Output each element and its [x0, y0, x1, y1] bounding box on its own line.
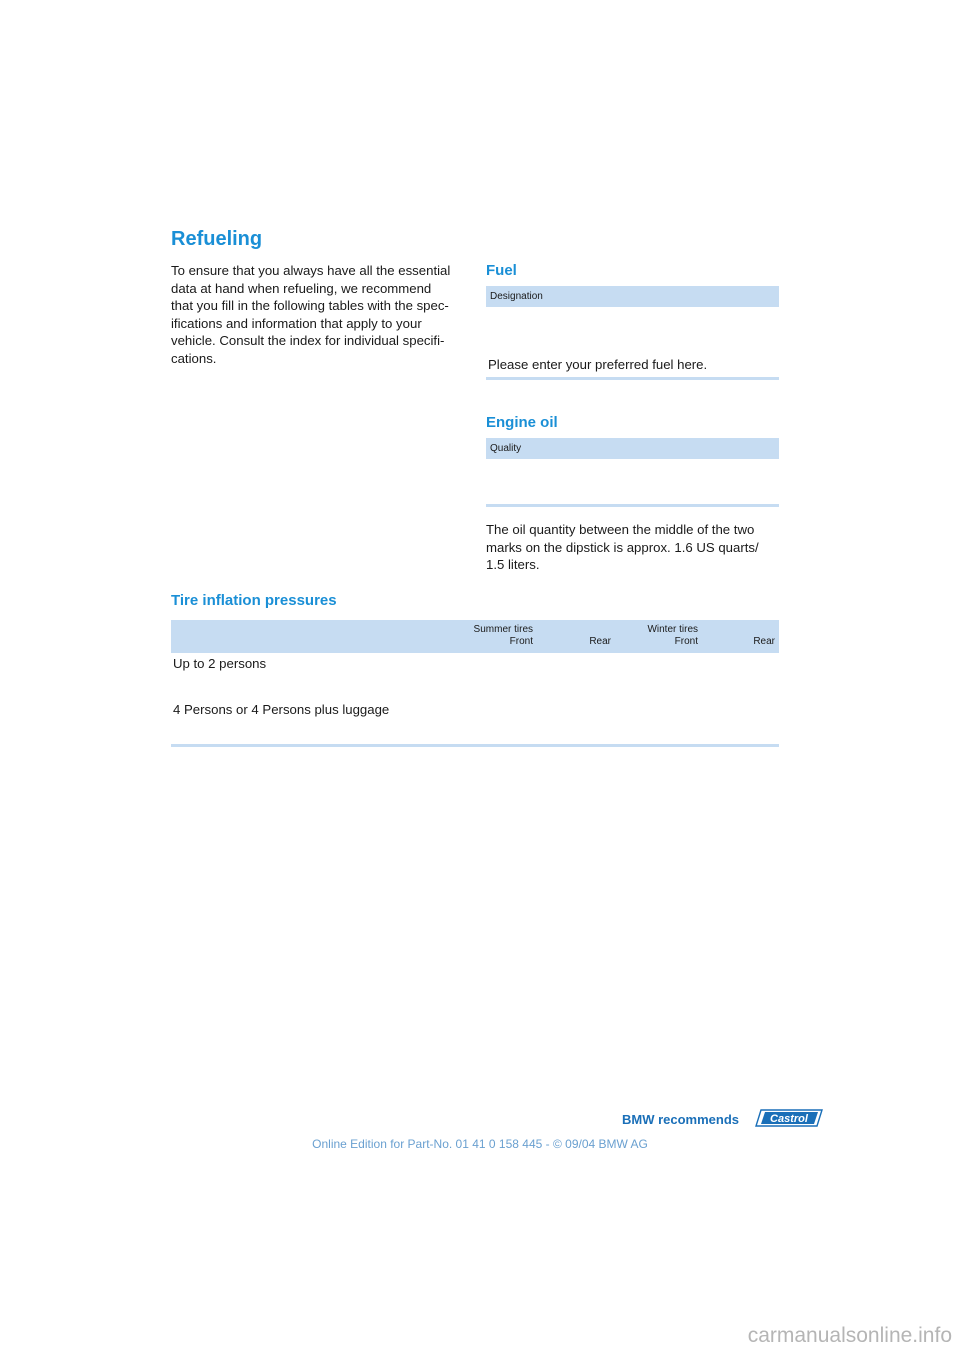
- tire-row-label: Up to 2 persons: [173, 656, 267, 671]
- intro-line: data at hand when refueling, we recommend: [171, 280, 432, 296]
- intro-line: vehicle. Consult the index for individual specifi-: [171, 333, 445, 349]
- fuel-divider: [486, 377, 779, 380]
- engine-oil-heading: Engine oil: [486, 414, 558, 431]
- intro-paragraph: [171, 262, 471, 368]
- oil-note-line: marks on the dipstick is approx. 1.6 US quarts/: [486, 539, 759, 555]
- tire-pressure-heading: Tire inflation pressures: [171, 592, 337, 609]
- intro-line: that you fill in the following tables with the spec-: [171, 298, 449, 314]
- oil-quality-bar: [486, 438, 779, 459]
- winter-rear-header: Rear: [753, 636, 775, 647]
- watermark: carmanualsonline.info: [747, 1324, 952, 1347]
- tire-row-label: 4 Persons or 4 Persons plus luggage: [173, 702, 390, 717]
- oil-note-line: The oil quantity between the middle of the two: [486, 522, 755, 537]
- intro-line: ifications and information that apply to your: [171, 315, 422, 331]
- castrol-logo: [755, 1109, 823, 1127]
- winter-tires-header: Winter tires: [647, 624, 698, 635]
- bmw-recommends: BMW recommends: [622, 1112, 740, 1127]
- oil-note-line: 1.5 liters.: [486, 557, 540, 573]
- intro-line: To ensure that you always have all the essential: [171, 263, 451, 278]
- footer-edition: Online Edition for Part-No. 01 41 0 158 445 - © 09/04 BMW AG: [312, 1137, 648, 1151]
- fuel-heading: Fuel: [486, 262, 517, 279]
- page-title: Refueling: [171, 228, 263, 250]
- oil-note: [486, 521, 786, 574]
- summer-rear-header: Rear: [589, 636, 611, 647]
- summer-tires-header: Summer tires: [473, 624, 533, 635]
- intro-line: cations.: [171, 350, 217, 366]
- oil-divider: [486, 504, 779, 507]
- oil-quality-label: Quality: [490, 443, 522, 454]
- tire-table-divider: [171, 744, 779, 747]
- winter-front-header: Front: [674, 636, 698, 647]
- fuel-designation-label: Designation: [490, 291, 543, 302]
- tire-table-header: [171, 620, 779, 653]
- svg-text:Castrol: Castrol: [770, 1113, 808, 1125]
- summer-front-header: Front: [509, 636, 533, 647]
- fuel-note: Please enter your preferred fuel here.: [488, 357, 708, 372]
- fuel-designation-bar: [486, 286, 779, 307]
